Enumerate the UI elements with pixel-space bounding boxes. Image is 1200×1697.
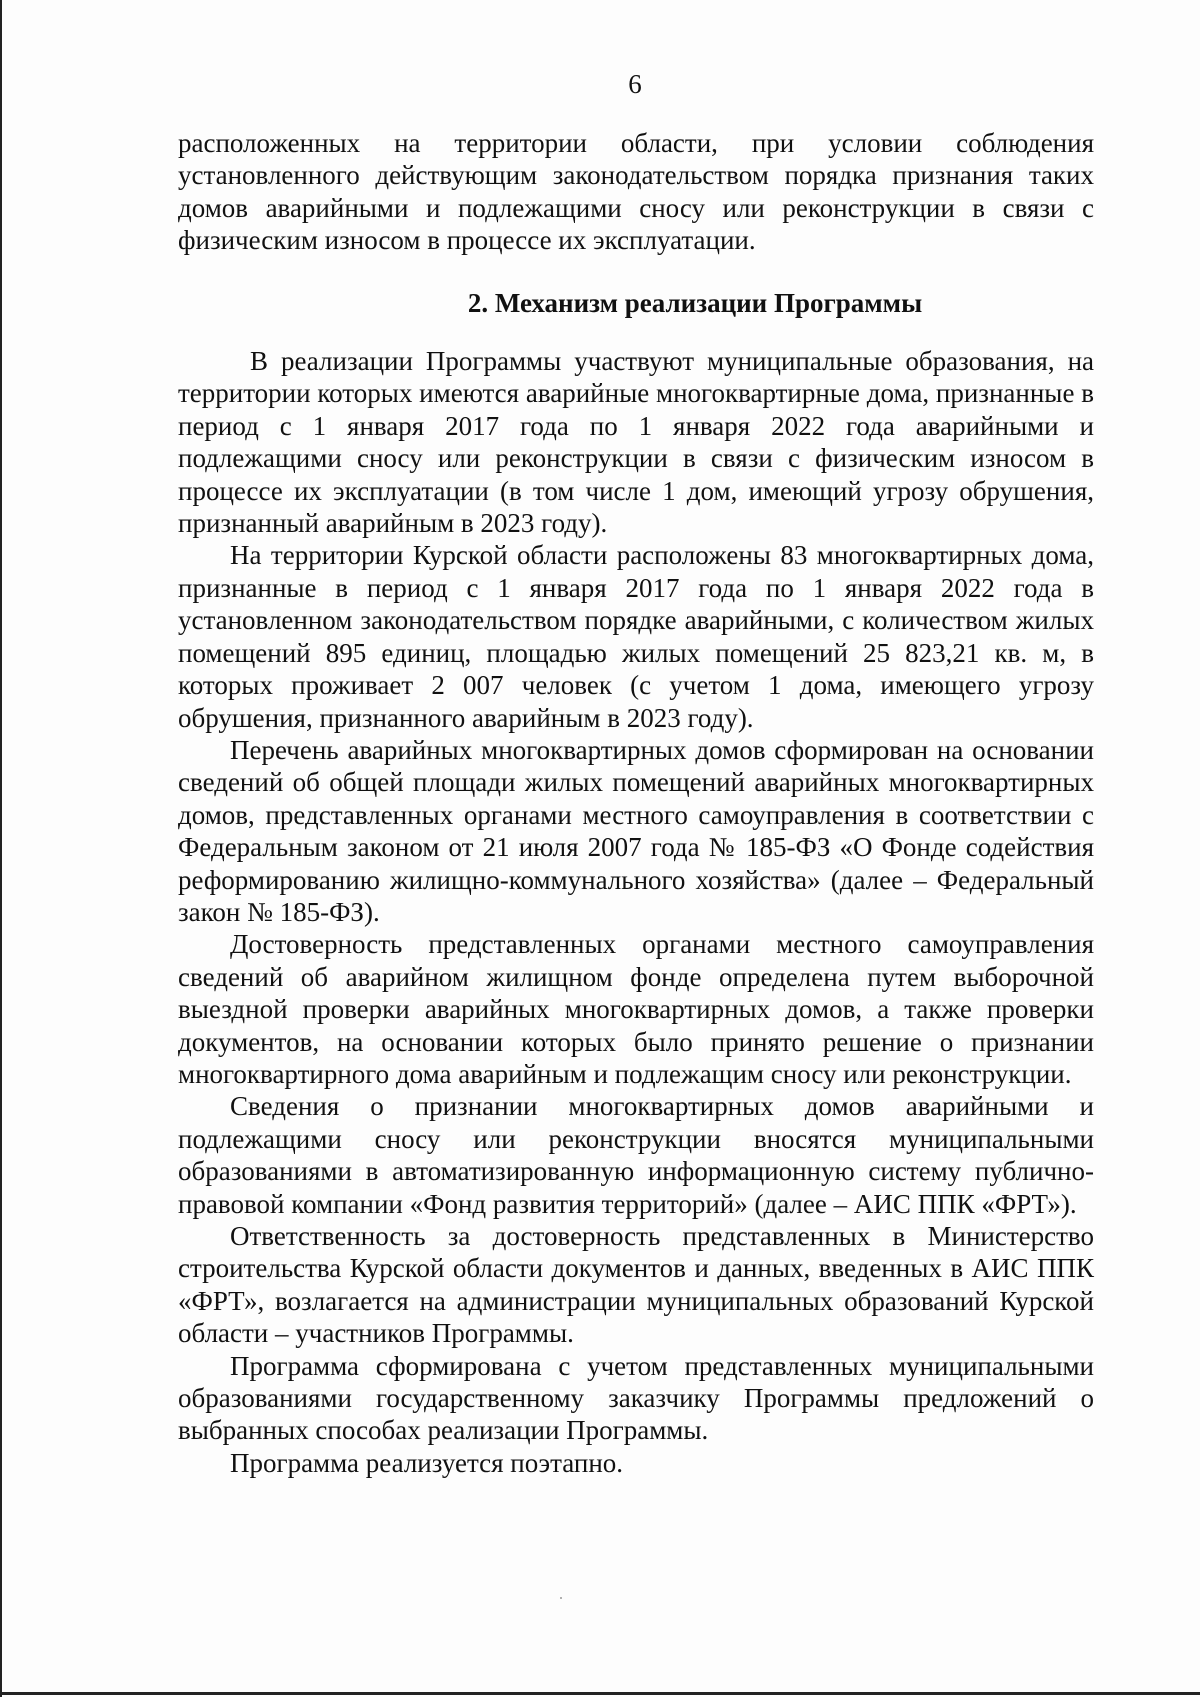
body-paragraph-5: Сведения о признании многоквартирных домов аварийными и подлежащими сносу или реконструкции вносятся муниципальными образованиями в автоматизированную информационную систему публично-правовой компании «Фонд развития территорий» (далее – АИС ППК «ФРТ»). (178, 1091, 1094, 1219)
body-paragraph-3: Перечень аварийных многоквартирных домов сформирован на основании сведений об общей площади жилых помещений аварийных многоквартирных домов, представленных органами местного самоуправления в соответствии с Федеральным законом от 21 июля 2007 года № 185-ФЗ «О Фонде содействия реформированию жилищно-коммунального хозяйства» (далее – Федеральный закон № 185-ФЗ). (178, 734, 1094, 927)
scan-speck (560, 1597, 562, 1599)
section-heading: 2. Механизм реализации Программы (467, 287, 923, 318)
document-body (178, 127, 1094, 1479)
body-paragraph-1: В реализации Программы участвуют муниципальные образования, на территории которых имеются аварийные многоквартирные дома, признанные в период с 1 января 2017 года по 1 января 2022 года аварийными и подлежащими сносу или реконструкции в связи с физическим износом в процессе их эксплуатации (в том числе 1 дом, имеющий угрозу обрушения, признанный аварийным в 2023 году). (178, 346, 1094, 539)
body-paragraph-7: Программа сформирована с учетом представленных муниципальными образованиями государственному заказчику Программы предложений о выбранных способах реализации Программы. (178, 1350, 1094, 1446)
intro-paragraph: расположенных на территории области, при условии соблюдения установленного действующим законодательством порядка признания таких домов аварийными и подлежащими сносу или реконструкции в связи с физическим износом в процессе их эксплуатации. (178, 128, 1094, 256)
page-number: 6 (628, 69, 642, 99)
body-paragraph-2: На территории Курской области расположены 83 многоквартирных дома, признанные в период с 1 января 2017 года по 1 января 2022 года в установленном законодательством порядке аварийными, с количеством жилых помещений 895 единиц, площадью жилых помещений 25 823,21 кв. м, в которых проживает 2 007 человек (с учетом 1 дома, имеющего угрозу обрушения, признанного аварийным в 2023 году). (178, 540, 1094, 733)
body-paragraph-4: Достоверность представленных органами местного самоуправления сведений об аварийном жилищном фонде определена путем выборочной выездной проверки аварийных многоквартирных домов, а также проверки документов, на основании которых было принято решение о признании многоквартирного дома аварийным и подлежащим сносу или реконструкции. (178, 929, 1094, 1089)
scan-bottom-edge (0, 1692, 1200, 1695)
body-paragraph-6: Ответственность за достоверность представленных в Министерство строительства Курской области документов и данных, введенных в АИС ППК «ФРТ», возлагается на администрации муниципальных образований Курской области – участников Программы. (178, 1221, 1094, 1349)
body-paragraph-8: Программа реализуется поэтапно. (230, 1447, 624, 1478)
scan-left-edge (0, 0, 2, 1697)
